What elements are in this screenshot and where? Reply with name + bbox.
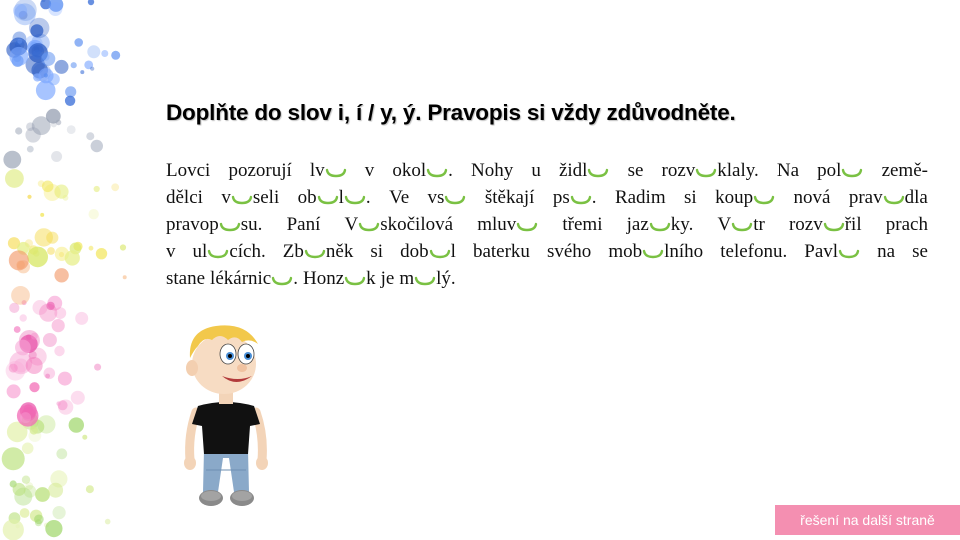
bokeh-dot bbox=[9, 250, 29, 270]
blank-slot bbox=[317, 194, 339, 205]
bokeh-dot bbox=[74, 38, 83, 47]
bokeh-dot bbox=[13, 483, 26, 496]
exercise-line bbox=[166, 265, 928, 292]
exercise-text bbox=[166, 157, 928, 292]
exercise-word: lékárnic . bbox=[210, 268, 298, 289]
bokeh-dot bbox=[71, 391, 85, 405]
blank-slot bbox=[838, 248, 860, 259]
blank-slot bbox=[731, 221, 753, 232]
bokeh-dot bbox=[69, 417, 84, 432]
bokeh-dot bbox=[54, 346, 64, 356]
bokeh-dot bbox=[48, 2, 62, 16]
exercise-word: vs bbox=[428, 184, 467, 211]
bokeh-dot bbox=[88, 0, 94, 5]
bokeh-dot bbox=[26, 357, 43, 374]
bokeh-dot bbox=[40, 213, 44, 217]
bokeh-dot bbox=[20, 314, 27, 321]
blank-slot bbox=[516, 221, 538, 232]
blank-slot bbox=[823, 221, 845, 232]
exercise-word: Zb něk bbox=[282, 241, 354, 262]
bokeh-dot bbox=[7, 384, 21, 398]
bokeh-dot bbox=[94, 186, 100, 192]
bokeh-dot bbox=[67, 125, 76, 134]
bokeh-dot bbox=[90, 67, 94, 71]
exercise-word: Na bbox=[776, 160, 800, 181]
bokeh-dot bbox=[89, 209, 99, 219]
bokeh-dot bbox=[5, 169, 24, 188]
bokeh-dot bbox=[15, 127, 22, 134]
bokeh-dot bbox=[111, 183, 119, 191]
exercise-word: v bbox=[166, 241, 176, 262]
bokeh-dot bbox=[9, 303, 19, 313]
bokeh-dot bbox=[41, 52, 55, 66]
bokeh-dot bbox=[44, 184, 61, 201]
bokeh-dot bbox=[58, 372, 72, 386]
bokeh-dot bbox=[35, 519, 42, 526]
bokeh-dot bbox=[11, 286, 30, 305]
exercise-line bbox=[166, 211, 928, 238]
solution-next-page-button[interactable]: řešení na další straně bbox=[775, 505, 960, 535]
exercise-word: je bbox=[380, 268, 395, 289]
bokeh-dot bbox=[94, 364, 101, 371]
blank-slot bbox=[344, 275, 366, 286]
bokeh-dot bbox=[56, 120, 62, 126]
bokeh-dot bbox=[29, 429, 42, 442]
blank-slot bbox=[207, 248, 229, 259]
blank-slot bbox=[231, 194, 253, 205]
bokeh-dot bbox=[44, 73, 48, 77]
cartoon-boy-icon bbox=[176, 320, 276, 515]
bokeh-dot bbox=[33, 73, 41, 81]
exercise-word: jaz ky. bbox=[626, 214, 694, 235]
bokeh-dot bbox=[31, 333, 38, 340]
bokeh-dot bbox=[32, 50, 42, 60]
bokeh-dot bbox=[54, 268, 68, 282]
exercise-word: na bbox=[877, 241, 896, 262]
bokeh-dot bbox=[86, 132, 94, 140]
bokeh-dot bbox=[27, 195, 31, 199]
exercise-word: země- bbox=[881, 160, 928, 181]
bokeh-dot bbox=[54, 307, 66, 319]
bokeh-dot bbox=[55, 60, 69, 74]
bokeh-decoration bbox=[0, 0, 150, 540]
bokeh-dot bbox=[96, 248, 107, 259]
blank-slot bbox=[587, 167, 609, 178]
blank-slot bbox=[883, 194, 905, 205]
bokeh-dot bbox=[13, 4, 27, 18]
exercise-word: si bbox=[370, 241, 384, 262]
exercise-word: prach bbox=[885, 214, 928, 235]
bokeh-dot bbox=[43, 333, 57, 347]
exercise-word: se bbox=[627, 160, 644, 181]
bokeh-dot bbox=[27, 247, 48, 268]
exercise-word: Radim bbox=[614, 187, 666, 208]
bokeh-dot bbox=[22, 476, 30, 484]
exercise-word: V tr bbox=[717, 214, 765, 235]
exercise-word: lv bbox=[310, 157, 347, 184]
bokeh-dot bbox=[56, 448, 67, 459]
exercise-word: v seli bbox=[221, 187, 280, 208]
blank-slot bbox=[358, 221, 380, 232]
blank-slot bbox=[414, 275, 436, 286]
exercise-word: Pavl bbox=[804, 238, 860, 265]
bokeh-dot bbox=[105, 519, 111, 525]
exercise-word: pravop su. bbox=[166, 214, 263, 235]
exercise-word: m lý. bbox=[399, 268, 456, 289]
exercise-word: v bbox=[364, 160, 375, 181]
bokeh-dot bbox=[37, 415, 55, 433]
bokeh-dot bbox=[101, 50, 108, 57]
blank-slot bbox=[429, 248, 451, 259]
exercise-word: dob l bbox=[400, 241, 456, 262]
bokeh-dot bbox=[30, 24, 43, 37]
exercise-word: si bbox=[684, 187, 697, 208]
bokeh-dot bbox=[63, 195, 69, 201]
bokeh-dot bbox=[27, 146, 34, 153]
exercise-line bbox=[166, 184, 928, 211]
blank-slot bbox=[344, 194, 366, 205]
bokeh-dot bbox=[53, 506, 66, 519]
exercise-word: dělci bbox=[166, 187, 203, 208]
bokeh-dot bbox=[48, 73, 60, 85]
exercise-word: Paní bbox=[286, 214, 321, 235]
exercise-word: Honz k bbox=[302, 268, 376, 289]
bokeh-dot bbox=[45, 520, 62, 537]
bokeh-dot bbox=[71, 62, 77, 68]
exercise-word: stane bbox=[166, 268, 206, 289]
blank-slot bbox=[753, 194, 775, 205]
exercise-word: Lovci bbox=[166, 160, 211, 181]
bokeh-dot bbox=[3, 151, 21, 169]
exercise-word: Nohy bbox=[471, 160, 514, 181]
blank-slot bbox=[426, 167, 448, 178]
exercise-word: V skočilová bbox=[344, 214, 454, 235]
exercise-word: Ve bbox=[389, 187, 410, 208]
blank-slot bbox=[304, 248, 326, 259]
bokeh-dot bbox=[123, 275, 127, 279]
exercise-word: nová bbox=[793, 187, 831, 208]
exercise-line bbox=[166, 238, 928, 265]
bokeh-dot bbox=[38, 180, 45, 187]
exercise-word: okol . bbox=[392, 160, 453, 181]
exercise-word: pol bbox=[817, 157, 863, 184]
exercise-word: štěkají bbox=[484, 187, 535, 208]
bokeh-dot bbox=[75, 312, 88, 325]
blank-slot bbox=[642, 248, 664, 259]
bokeh-dot bbox=[47, 247, 55, 255]
blank-slot bbox=[570, 194, 592, 205]
bokeh-dot bbox=[51, 151, 62, 162]
bokeh-dot bbox=[111, 51, 120, 60]
bokeh-dot bbox=[20, 412, 31, 423]
blank-slot bbox=[325, 167, 347, 178]
page-title: Doplňte do slov i, í / y, ý. Pravopis si vždy zdůvodněte. bbox=[166, 100, 736, 125]
exercise-word: mob lního bbox=[608, 241, 704, 262]
bokeh-dot bbox=[20, 508, 30, 518]
exercise-word: židl bbox=[559, 157, 610, 184]
exercise-word: mluv bbox=[477, 211, 538, 238]
exercise-word: ul cích. bbox=[192, 241, 266, 262]
bokeh-dot bbox=[86, 485, 94, 493]
bokeh-dot bbox=[15, 340, 31, 356]
exercise-word: rozv klaly. bbox=[661, 160, 759, 181]
bokeh-dot bbox=[120, 244, 126, 250]
bokeh-dot bbox=[82, 435, 87, 440]
bokeh-dot bbox=[46, 302, 54, 310]
exercise-word: ps . bbox=[552, 187, 597, 208]
bokeh-dot bbox=[52, 319, 65, 332]
bokeh-dot bbox=[48, 483, 63, 498]
bokeh-dot bbox=[87, 45, 100, 58]
exercise-word: svého bbox=[546, 241, 592, 262]
blank-slot bbox=[695, 167, 717, 178]
exercise-line bbox=[166, 157, 928, 184]
bokeh-dot bbox=[17, 39, 22, 44]
bokeh-dot bbox=[65, 96, 75, 106]
blank-slot bbox=[649, 221, 671, 232]
bokeh-dot bbox=[89, 246, 94, 251]
bokeh-dot bbox=[25, 127, 40, 142]
bokeh-dot bbox=[65, 250, 80, 265]
exercise-word: prav dla bbox=[848, 187, 928, 208]
bokeh-dot bbox=[35, 487, 50, 502]
blank-slot bbox=[444, 194, 466, 205]
bokeh-dot bbox=[22, 443, 34, 455]
exercise-word: u bbox=[531, 160, 541, 181]
exercise-word: baterku bbox=[472, 241, 530, 262]
bokeh-dot bbox=[80, 70, 84, 74]
exercise-word: telefonu. bbox=[720, 241, 788, 262]
bokeh-dot bbox=[91, 140, 103, 152]
bokeh-dot bbox=[14, 326, 21, 333]
bokeh-dot bbox=[13, 54, 21, 62]
bokeh-dot bbox=[6, 361, 26, 381]
exercise-word: třemi bbox=[562, 214, 603, 235]
bokeh-dot bbox=[29, 382, 39, 392]
exercise-word: se bbox=[912, 241, 928, 262]
blank-slot bbox=[841, 167, 863, 178]
bokeh-dot bbox=[46, 232, 58, 244]
bokeh-dot bbox=[2, 447, 25, 470]
exercise-word: ob l . bbox=[297, 187, 371, 208]
exercise-word: koup bbox=[715, 184, 775, 211]
bokeh-dot bbox=[45, 374, 50, 379]
blank-slot bbox=[219, 221, 241, 232]
bokeh-dot bbox=[58, 400, 73, 415]
exercise-word: rozv řil bbox=[788, 214, 862, 235]
exercise-word: pozorují bbox=[228, 160, 292, 181]
blank-slot bbox=[271, 275, 293, 286]
bokeh-dot bbox=[3, 519, 24, 540]
